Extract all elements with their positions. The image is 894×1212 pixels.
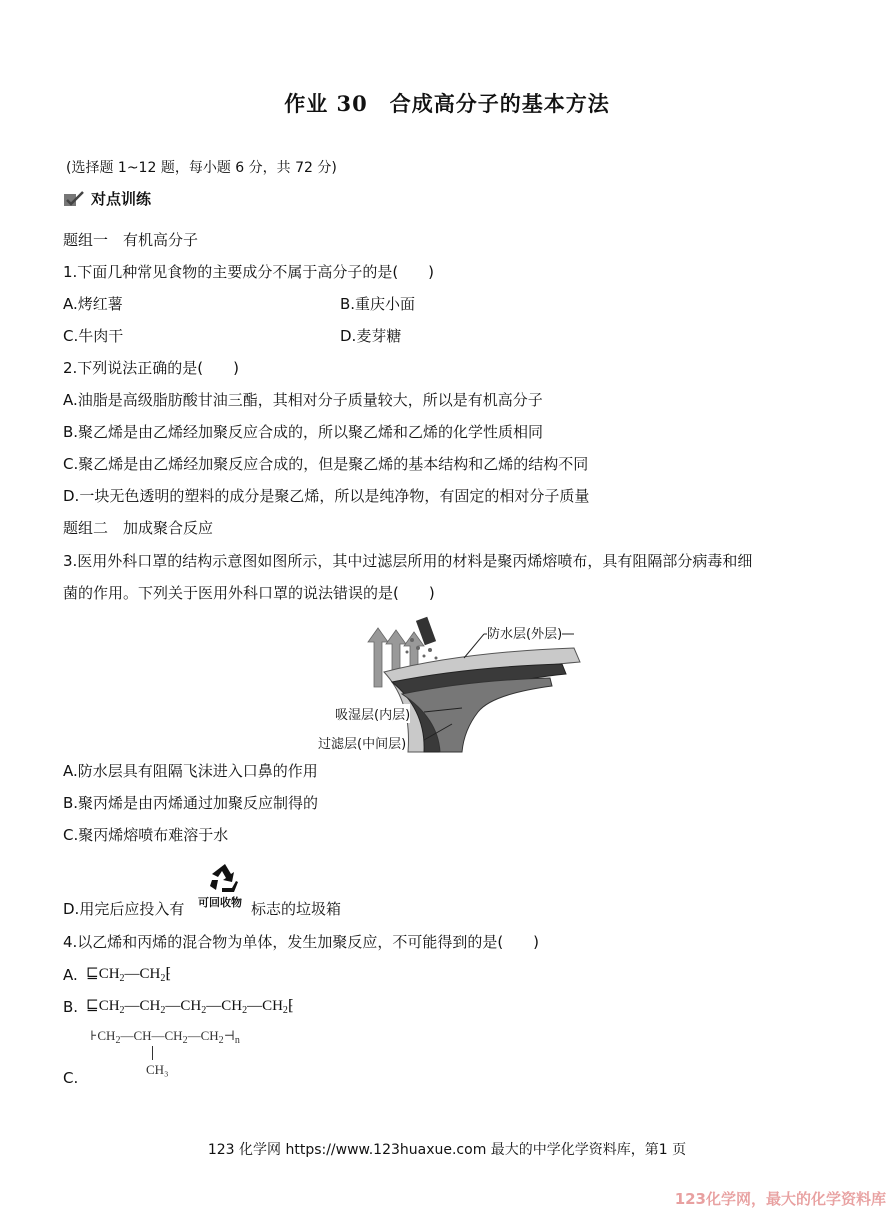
- question-2-option-c: C.聚乙烯是由乙烯经加聚反应合成的，但是聚乙烯的基本结构和乙烯的结构不同: [63, 455, 589, 473]
- question-4-option-b-label: B.: [63, 998, 79, 1016]
- site-watermark: 123化学网，最大的化学资料库: [674, 1190, 886, 1208]
- question-2-option-a: A.油脂是高级脂肪酸甘油三酯，其相对分子质量较大，所以是有机高分子: [63, 391, 543, 409]
- question-3-stem-line2: 菌的作用。下列关于医用外科口罩的说法错误的是( ): [63, 584, 435, 602]
- question-4-option-a-formula: $⊑CH_2—CH_2⁅$: [86, 966, 172, 984]
- mask-label-middle: 过滤层(中间层): [318, 733, 406, 752]
- question-3-stem-line1: 3.医用外科口罩的结构示意图如图所示，其中过滤层所用的材料是聚丙烯熔喷布，具有阻隔部分病毒和细: [63, 552, 753, 570]
- branch-bond: [152, 1046, 153, 1060]
- question-3-option-c: C.聚丙烯熔喷布难溶于水: [63, 826, 229, 844]
- bracket-open: ⊑: [86, 998, 99, 1014]
- bracket-close: ⁅: [287, 998, 294, 1014]
- question-4-option-c-formula: $⊦CH_2—CH—CH_2—CH_2⊣_n$: [90, 1028, 240, 1046]
- question-2-option-b: B.聚乙烯是由乙烯经加聚反应合成的，所以聚乙烯和乙烯的化学性质相同: [63, 423, 544, 441]
- section-heading: [63, 188, 151, 209]
- mask-label-inner: 吸湿层(内层): [335, 704, 410, 723]
- group-one-heading: 题组一 有机高分子: [63, 231, 199, 249]
- page-title: 作业 30 合成高分子的基本方法: [284, 91, 610, 116]
- group-two-heading: 题组二 加成聚合反应: [63, 519, 214, 537]
- bracket-close: ⁅: [165, 966, 172, 982]
- question-4-option-b-formula: $⊑CH_2—CH_2—CH_2—CH_2—CH_2⁅$: [86, 998, 294, 1016]
- question-1-option-a: A.烤红薯: [63, 295, 123, 313]
- question-1-option-b: B.重庆小面: [340, 295, 416, 313]
- question-2-stem: 2.下列说法正确的是( ): [63, 359, 240, 377]
- section-heading-label: 对点训练: [91, 190, 152, 208]
- recycle-symbol-text: 可回收物: [198, 896, 242, 909]
- question-1-option-d: D.麦芽糖: [340, 327, 402, 345]
- question-1-option-c: C.牛肉干: [63, 327, 124, 345]
- bracket-open: ⊑: [86, 966, 99, 982]
- question-4-option-a-label: A.: [63, 966, 78, 984]
- recycle-icon: [208, 862, 242, 894]
- question-1-stem: 1.下面几种常见食物的主要成分不属于高分子的是( ): [63, 263, 435, 281]
- question-4-option-c-label: C.: [63, 1069, 79, 1087]
- question-3-option-d-prefix: D.用完后应投入有: [63, 900, 185, 918]
- question-3-option-b: B.聚丙烯是由丙烯通过加聚反应制得的: [63, 794, 319, 812]
- question-3-option-d-suffix: 标志的垃圾箱: [251, 900, 342, 918]
- checkbox-icon: [63, 191, 85, 207]
- score-note: (选择题 1~12 题，每小题 6 分，共 72 分): [66, 160, 337, 176]
- page-footer: 123 化学网 https://www.123huaxue.com 最大的中学化学资料库，第1 页: [207, 1142, 687, 1158]
- question-4-stem: 4.以乙烯和丙烯的混合物为单体，发生加聚反应，不可能得到的是( ): [63, 933, 540, 951]
- question-3-option-a: A.防水层具有阻隔飞沫进入口鼻的作用: [63, 762, 318, 780]
- question-4-option-c-branch: CH₃: [146, 1062, 169, 1077]
- question-2-option-d: D.一块无色透明的塑料的成分是聚乙烯，所以是纯净物，有固定的相对分子质量: [63, 487, 590, 505]
- mask-label-outer: 防水层(外层): [487, 623, 562, 642]
